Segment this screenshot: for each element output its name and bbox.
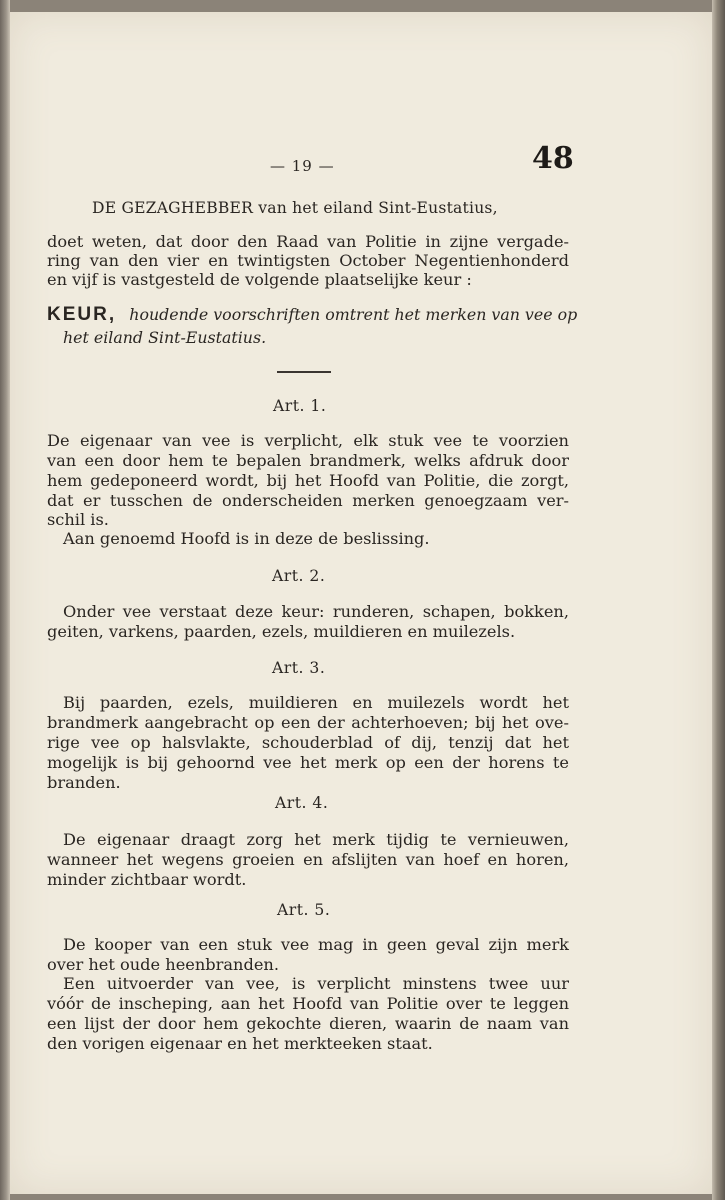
article-line: over het oude heenbranden.	[47, 955, 279, 974]
article-title: Art. 5.	[277, 901, 331, 919]
article-line: mogelijk is bij gehoornd vee het merk op een der horens te	[47, 753, 569, 772]
article-line: wanneer het wegens groeien en afslijten van hoef en horen,	[47, 850, 569, 869]
intro-line: ring van den vier en twintigsten October Negentienhonderd	[47, 251, 569, 270]
article-line: De eigenaar draagt zorg het merk tijdig te vernieuwen,	[63, 830, 569, 849]
article-line: minder zichtbaar wordt.	[47, 870, 247, 889]
article-line: De eigenaar van vee is verplicht, elk stuk vee te voorzien	[47, 431, 569, 450]
keur-description-cont: het eiland Sint-Eustatius.	[63, 328, 267, 347]
article-line: rige vee op halsvlakte, schouderblad of dij, tenzij dat het	[47, 733, 569, 752]
article-line: Onder vee verstaat deze keur: runderen, schapen, bokken,	[63, 602, 569, 621]
article-line: De kooper van een stuk vee mag in geen geval zijn merk	[63, 935, 569, 954]
article-line: branden.	[47, 773, 121, 792]
article-line: geiten, varkens, paarden, ezels, muildieren en muilezels.	[47, 622, 516, 641]
keur-title	[47, 304, 578, 325]
intro-line: en vijf is vastgesteld de volgende plaatselijke keur :	[47, 270, 472, 289]
article-line: vóór de inscheping, aan het Hoofd van Politie over te leggen	[47, 994, 569, 1013]
article-title: Art. 4.	[275, 794, 329, 812]
intro-line: doet weten, dat door den Raad van Politie in zijne vergade-	[47, 232, 569, 251]
article-line: Aan genoemd Hoofd is in deze de beslissing.	[63, 529, 430, 548]
document-number: 48	[532, 141, 574, 176]
page-edge-shadow	[712, 0, 725, 1200]
divider	[277, 371, 331, 373]
article-line: Bij paarden, ezels, muildieren en muilezels wordt het	[63, 693, 569, 712]
article-title: Art. 1.	[273, 397, 327, 415]
keur-word: KEUR,	[47, 304, 117, 325]
article-line: van een door hem te bepalen brandmerk, welks afdruk door	[47, 451, 569, 470]
article-line: een lijst der door hem gekochte dieren, waarin de naam van	[47, 1014, 569, 1033]
heading: DE GEZAGHEBBER van het eiland Sint-Eustatius,	[92, 199, 498, 217]
article-line: den vorigen eigenaar en het merkteeken staat.	[47, 1034, 433, 1053]
article-line: hem gedeponeerd wordt, bij het Hoofd van Politie, die zorgt,	[47, 471, 569, 490]
article-title: Art. 3.	[272, 659, 326, 677]
article-line: dat er tusschen de onderscheiden merken genoegzaam ver-	[47, 491, 569, 510]
page-number: — 19 —	[270, 157, 335, 175]
article-title: Art. 2.	[272, 567, 326, 585]
article-line: brandmerk aangebracht op een der achterhoeven; bij het ove-	[47, 713, 569, 732]
book-spine-shadow	[0, 0, 10, 1200]
keur-description: houdende voorschriften omtrent het merken van vee op	[129, 305, 578, 324]
article-line: Een uitvoerder van vee, is verplicht minstens twee uur	[63, 974, 569, 993]
article-line: schil is.	[47, 510, 109, 529]
